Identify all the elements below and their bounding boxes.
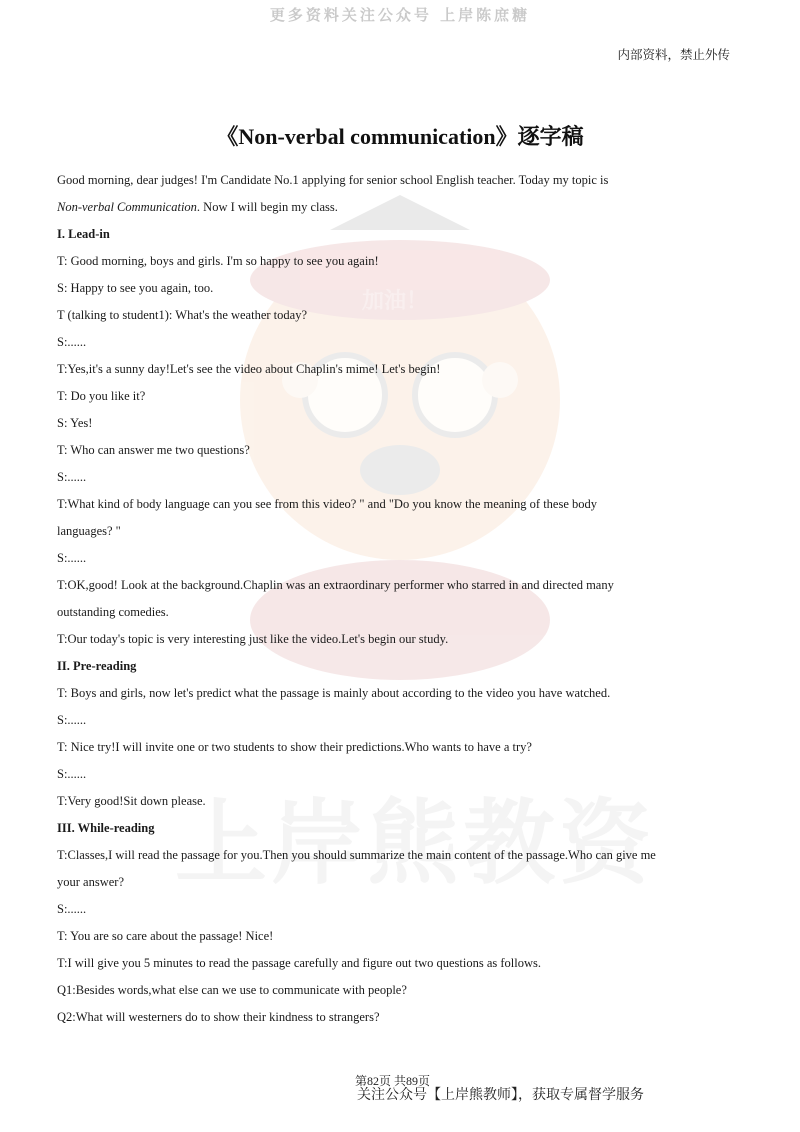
line-text: S:...... (57, 551, 87, 565)
line-text: your answer? (57, 875, 124, 889)
transcript-line (57, 791, 747, 818)
line-text: T: You are so care about the passage! Nice! (57, 929, 274, 943)
line-text: T: Nice try!I will invite one or two students to show their predictions.Who wants to have a try? (57, 740, 532, 754)
transcript-line (57, 980, 747, 1007)
transcript-line (57, 440, 747, 467)
line-text: T:Our today's topic is very interesting just like the video.Let's begin our study. (57, 632, 449, 646)
line-text: III. While-reading (57, 821, 155, 835)
transcript-line (57, 926, 747, 953)
transcript-line (57, 710, 747, 737)
document-title: 《Non-verbal communication》逐字稿 (216, 124, 584, 149)
line-text: languages? " (57, 524, 121, 538)
line-text: I. Lead-in (57, 227, 110, 241)
line-text: S:...... (57, 713, 87, 727)
transcript-line (57, 872, 747, 899)
transcript-line (57, 332, 747, 359)
line-text: T:I will give you 5 minutes to read the passage carefully and figure out two questions as follows. (57, 956, 541, 970)
line-text: Good morning, dear judges! I'm Candidate No.1 applying for senior school English teacher. Today my topic is (57, 173, 609, 187)
line-text: T:What kind of body language can you see from this video? " and "Do you know the meaning of these body (57, 497, 598, 511)
transcript-line (57, 305, 747, 332)
transcript-line (57, 251, 747, 278)
page-number: 第82页 共89页 (355, 1074, 431, 1088)
line-text: T (talking to student1): What's the weather today? (57, 308, 307, 322)
transcript-line (57, 629, 747, 656)
transcript-line (57, 170, 747, 197)
footer-promo: 关注公众号【上岸熊教师】，获取专属督学服务 (357, 1087, 644, 1103)
transcript-line (57, 575, 747, 602)
line-text: S:...... (57, 470, 87, 484)
transcript-line (57, 737, 747, 764)
line-text: . Now I will begin my class. (196, 200, 338, 214)
transcript-line (57, 764, 747, 791)
transcript-line (57, 953, 747, 980)
transcript-line (57, 359, 747, 386)
line-text: S:...... (57, 335, 87, 349)
line-text: T:Very good!Sit down please. (57, 794, 206, 808)
line-text: T: Who can answer me two questions? (57, 443, 250, 457)
transcript-body (57, 170, 747, 1034)
line-text: T:OK,good! Look at the background.Chaplin was an extraordinary performer who starred in and directed many (57, 578, 614, 592)
section-heading (57, 656, 747, 683)
transcript-line (57, 602, 747, 629)
line-text: Q2:What will westerners do to show their kindness to strangers? (57, 1010, 380, 1024)
line-text: T:Yes,it's a sunny day!Let's see the video about Chaplin's mime! Let's begin! (57, 362, 441, 376)
transcript-line (57, 899, 747, 926)
transcript-line (57, 521, 747, 548)
line-text: S: Happy to see you again, too. (57, 281, 214, 295)
header-note: 内部资料，禁止外传 (617, 47, 730, 62)
line-text: T: Good morning, boys and girls. I'm so happy to see you again! (57, 254, 379, 268)
transcript-line (57, 845, 747, 872)
line-text: II. Pre-reading (57, 659, 137, 673)
line-text: T:Classes,I will read the passage for you.Then you should summarize the main content of the passage.Who can give me (57, 848, 656, 862)
transcript-line (57, 494, 747, 521)
line-text: S: Yes! (57, 416, 93, 430)
section-heading (57, 224, 747, 251)
transcript-line (57, 197, 747, 224)
top-watermark: 更多资料关注公众号 上岸陈庶糖 (269, 6, 531, 24)
transcript-line (57, 683, 747, 710)
line-text: outstanding comedies. (57, 605, 169, 619)
line-text: S:...... (57, 902, 87, 916)
topic-title: Non-verbal Communication (57, 200, 197, 214)
transcript-line (57, 1007, 747, 1034)
line-text: S:...... (57, 767, 87, 781)
section-heading (57, 818, 747, 845)
line-text: T: Do you like it? (57, 389, 146, 403)
transcript-line (57, 386, 747, 413)
transcript-line (57, 467, 747, 494)
mascot-badge-text: 加油！ (361, 289, 429, 314)
line-text: T: Boys and girls, now let's predict what the passage is mainly about according to the video you have watched. (57, 686, 611, 700)
line-text: Q1:Besides words,what else can we use to communicate with people? (57, 983, 407, 997)
transcript-line (57, 278, 747, 305)
transcript-line (57, 413, 747, 440)
transcript-line (57, 548, 747, 575)
